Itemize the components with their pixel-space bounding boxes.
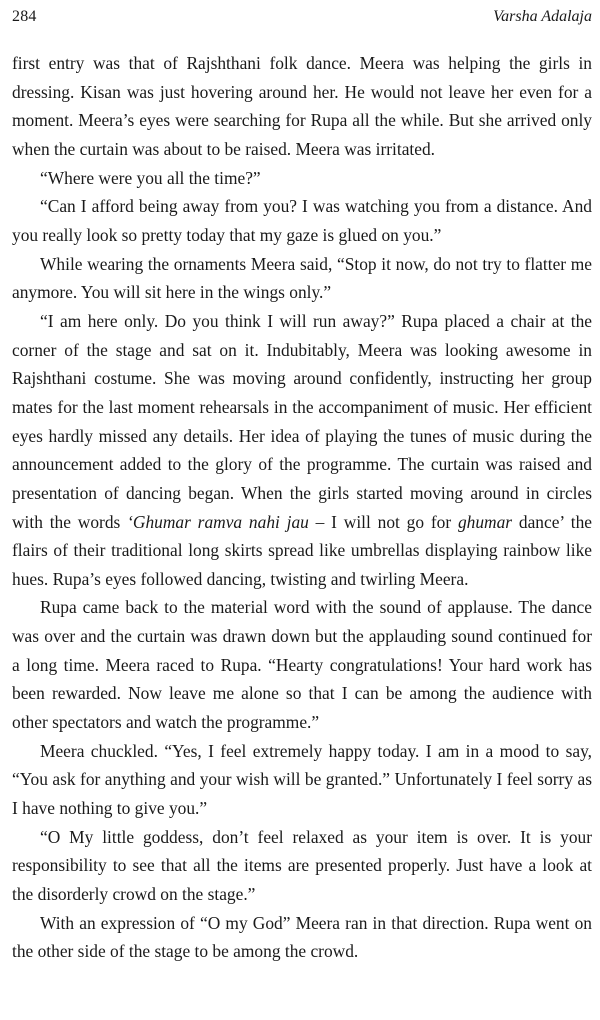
text-run: With an expression of “O my God” Meera ran in that direction. Rupa went on the other side of the stage to be among the crowd. (12, 912, 592, 962)
paragraph (12, 192, 592, 249)
text-run: While wearing the ornaments Meera said, “Stop it now, do not try to flatter me anymore. You will sit here in the wings only.” (12, 253, 592, 303)
text-run: “Where were you all the time?” (40, 167, 261, 188)
page-number: 284 (12, 8, 37, 25)
text-run: “Can I afford being away from you? I was watching you from a distance. And you really look so pretty today that my gaze is glued on you.” (12, 196, 592, 245)
italic-text: ‘Ghumar ramva nahi jau (127, 511, 309, 532)
paragraph (12, 737, 592, 823)
paragraph (12, 250, 592, 307)
text-run: – I will not go for (308, 511, 458, 532)
text-run: Rupa came back to the material word with the sound of applause. The dance was over and the curtain was drawn down but the applauding sound continued for a long time. Meera raced to Rupa. “Hearty congratulations! Your hard work has been rewarded. Now leave me alone so that I can be among the audience with other spectators and watch the programme.” (12, 597, 592, 733)
running-head: Varsha Adalaja (493, 8, 592, 25)
paragraph (12, 593, 592, 736)
paragraph (12, 307, 592, 594)
paragraph (12, 49, 592, 164)
text-run: “O My little goddess, don’t feel relaxed as your item is over. It is your responsibility to see that all the items are presented properly. Just have a look at the disorderly crowd on the stage.” (12, 826, 592, 905)
paragraph (12, 823, 592, 909)
body-text (12, 49, 592, 966)
text-run: Meera chuckled. “Yes, I feel extremely happy today. I am in a mood to say, “You ask for anything and your wish will be granted.” Unfortunately I feel sorry as I have nothing to give you.” (12, 740, 592, 819)
text-run: first entry was that of Rajshthani folk dance. Meera was helping the girls in dressing. Kisan was just hovering around her. He would not leave her even for a moment. Meera’s eyes were searching for Rupa all the while. But she arrived only when the curtain was about to be raised. Meera was irritated. (12, 53, 592, 159)
italic-text: ghumar (457, 511, 513, 532)
text-run: “I am here only. Do you think I will run away?” Rupa placed a chair at the corner of the stage and sat on it. Indubitably, Meera was looking awesome in Rajshthani costume. She was moving around confidently, instructing her group mates for the last moment rehearsals in the accompaniment of music. Her efficient eyes hardly missed any details. Her idea of playing the tunes of music during the announcement added to the glory of the programme. The curtain was raised and presentation of dancing began. When the girls started moving around in circles with the words (12, 310, 592, 532)
book-page (12, 8, 592, 966)
page-header (12, 8, 592, 36)
paragraph (12, 164, 592, 193)
text-run: dance’ the flairs of their traditional long skirts spread like umbrellas displaying rainbow like hues. Rupa’s eyes followed dancing, twisting and twirling Meera. (12, 511, 592, 589)
paragraph (12, 909, 592, 966)
